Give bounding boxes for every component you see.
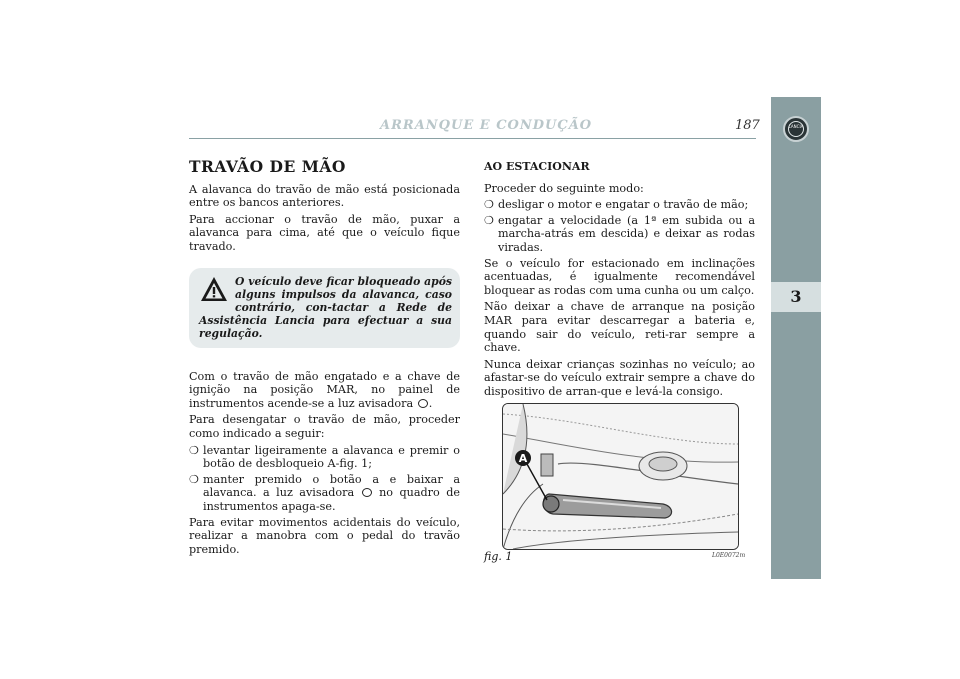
handbrake-illustration (502, 403, 739, 550)
list-item: ❍ desligar o motor e engatar o travão de mão; (484, 198, 749, 212)
figure-code: L0E0072m (712, 552, 746, 559)
warning-text: O veículo deve ficar bloqueado após alguns impulsos da alavanca, caso contrário, con-tactar a Rede de Assistência Lancia para efectuar a sua regulação. (199, 274, 452, 341)
brake-warning-light-icon (362, 488, 372, 497)
paragraph: Proceder do seguinte modo: (484, 181, 644, 195)
page-number: 187 (735, 118, 760, 133)
paragraph: Para desengatar o travão de mão, proceder como indicado a seguir: (189, 413, 460, 440)
paragraph: Se o veículo for estacionado em inclinações acentuadas, é igualmente recomendável bloquear as rodas com uma cunha ou um calço. (484, 256, 755, 297)
callout-label: A (518, 452, 528, 465)
lancia-logo: LANCIA (783, 116, 809, 142)
warning-box (189, 268, 460, 348)
paragraph: A alavanca do travão de mão está posicionada entre os bancos anteriores. (189, 182, 460, 210)
handbrake-drawing (503, 404, 738, 549)
bullet-icon: ❍ (189, 443, 199, 457)
chapter-sidebar (771, 97, 821, 579)
warning-icon (199, 275, 229, 303)
header-divider (189, 138, 756, 139)
section-heading: TRAVÃO DE MÃO (189, 157, 346, 176)
figure-caption: fig. 1 (484, 550, 513, 563)
right-column (484, 160, 755, 402)
list-item: ❍ engatar a velocidade (a 1ª em subida ou a marcha-atrás em descida) e deixar as rodas viradas. (484, 213, 755, 254)
chapter-tab[interactable]: 3 (771, 282, 821, 312)
running-header: ARRANQUE E CONDUÇÃO (380, 118, 593, 133)
brake-warning-light-icon (418, 399, 428, 408)
bullet-icon: ❍ (189, 472, 199, 486)
list-item: ❍ manter premido o botão a e baixar a alavanca. a luz avisadora no quadro de instrumentos apaga-se. (189, 472, 460, 513)
paragraph: Nunca deixar crianças sozinhas no veículo; ao afastar-se do veículo extrair sempre a chave do dispositivo de arran-que e levá-la consigo. (484, 357, 755, 398)
paragraph: Não deixar a chave de arranque na posição MAR para evitar descarregar a bateria e, quando sair do veículo, reti-rar sempre a chave. (484, 300, 755, 355)
list-item: ❍ levantar ligeiramente a alavanca e premir o botão de desbloqueio A-fig. 1; (189, 443, 460, 471)
paragraph: Com o travão de mão engatado e a chave de ignição na posição MAR, no painel de instrumentos acende-se a luz avisadora . (189, 369, 460, 410)
subsection-heading: AO ESTACIONAR (484, 160, 590, 173)
bullet-icon: ❍ (484, 213, 494, 227)
left-column (189, 157, 460, 559)
paragraph: Para accionar o travão de mão, puxar a alavanca para cima, até que o veículo fique travado. (189, 212, 460, 253)
paragraph: Para evitar movimentos acidentais do veículo, realizar a manobra com o pedal do travão premido. (189, 515, 460, 556)
bullet-icon: ❍ (484, 198, 494, 212)
